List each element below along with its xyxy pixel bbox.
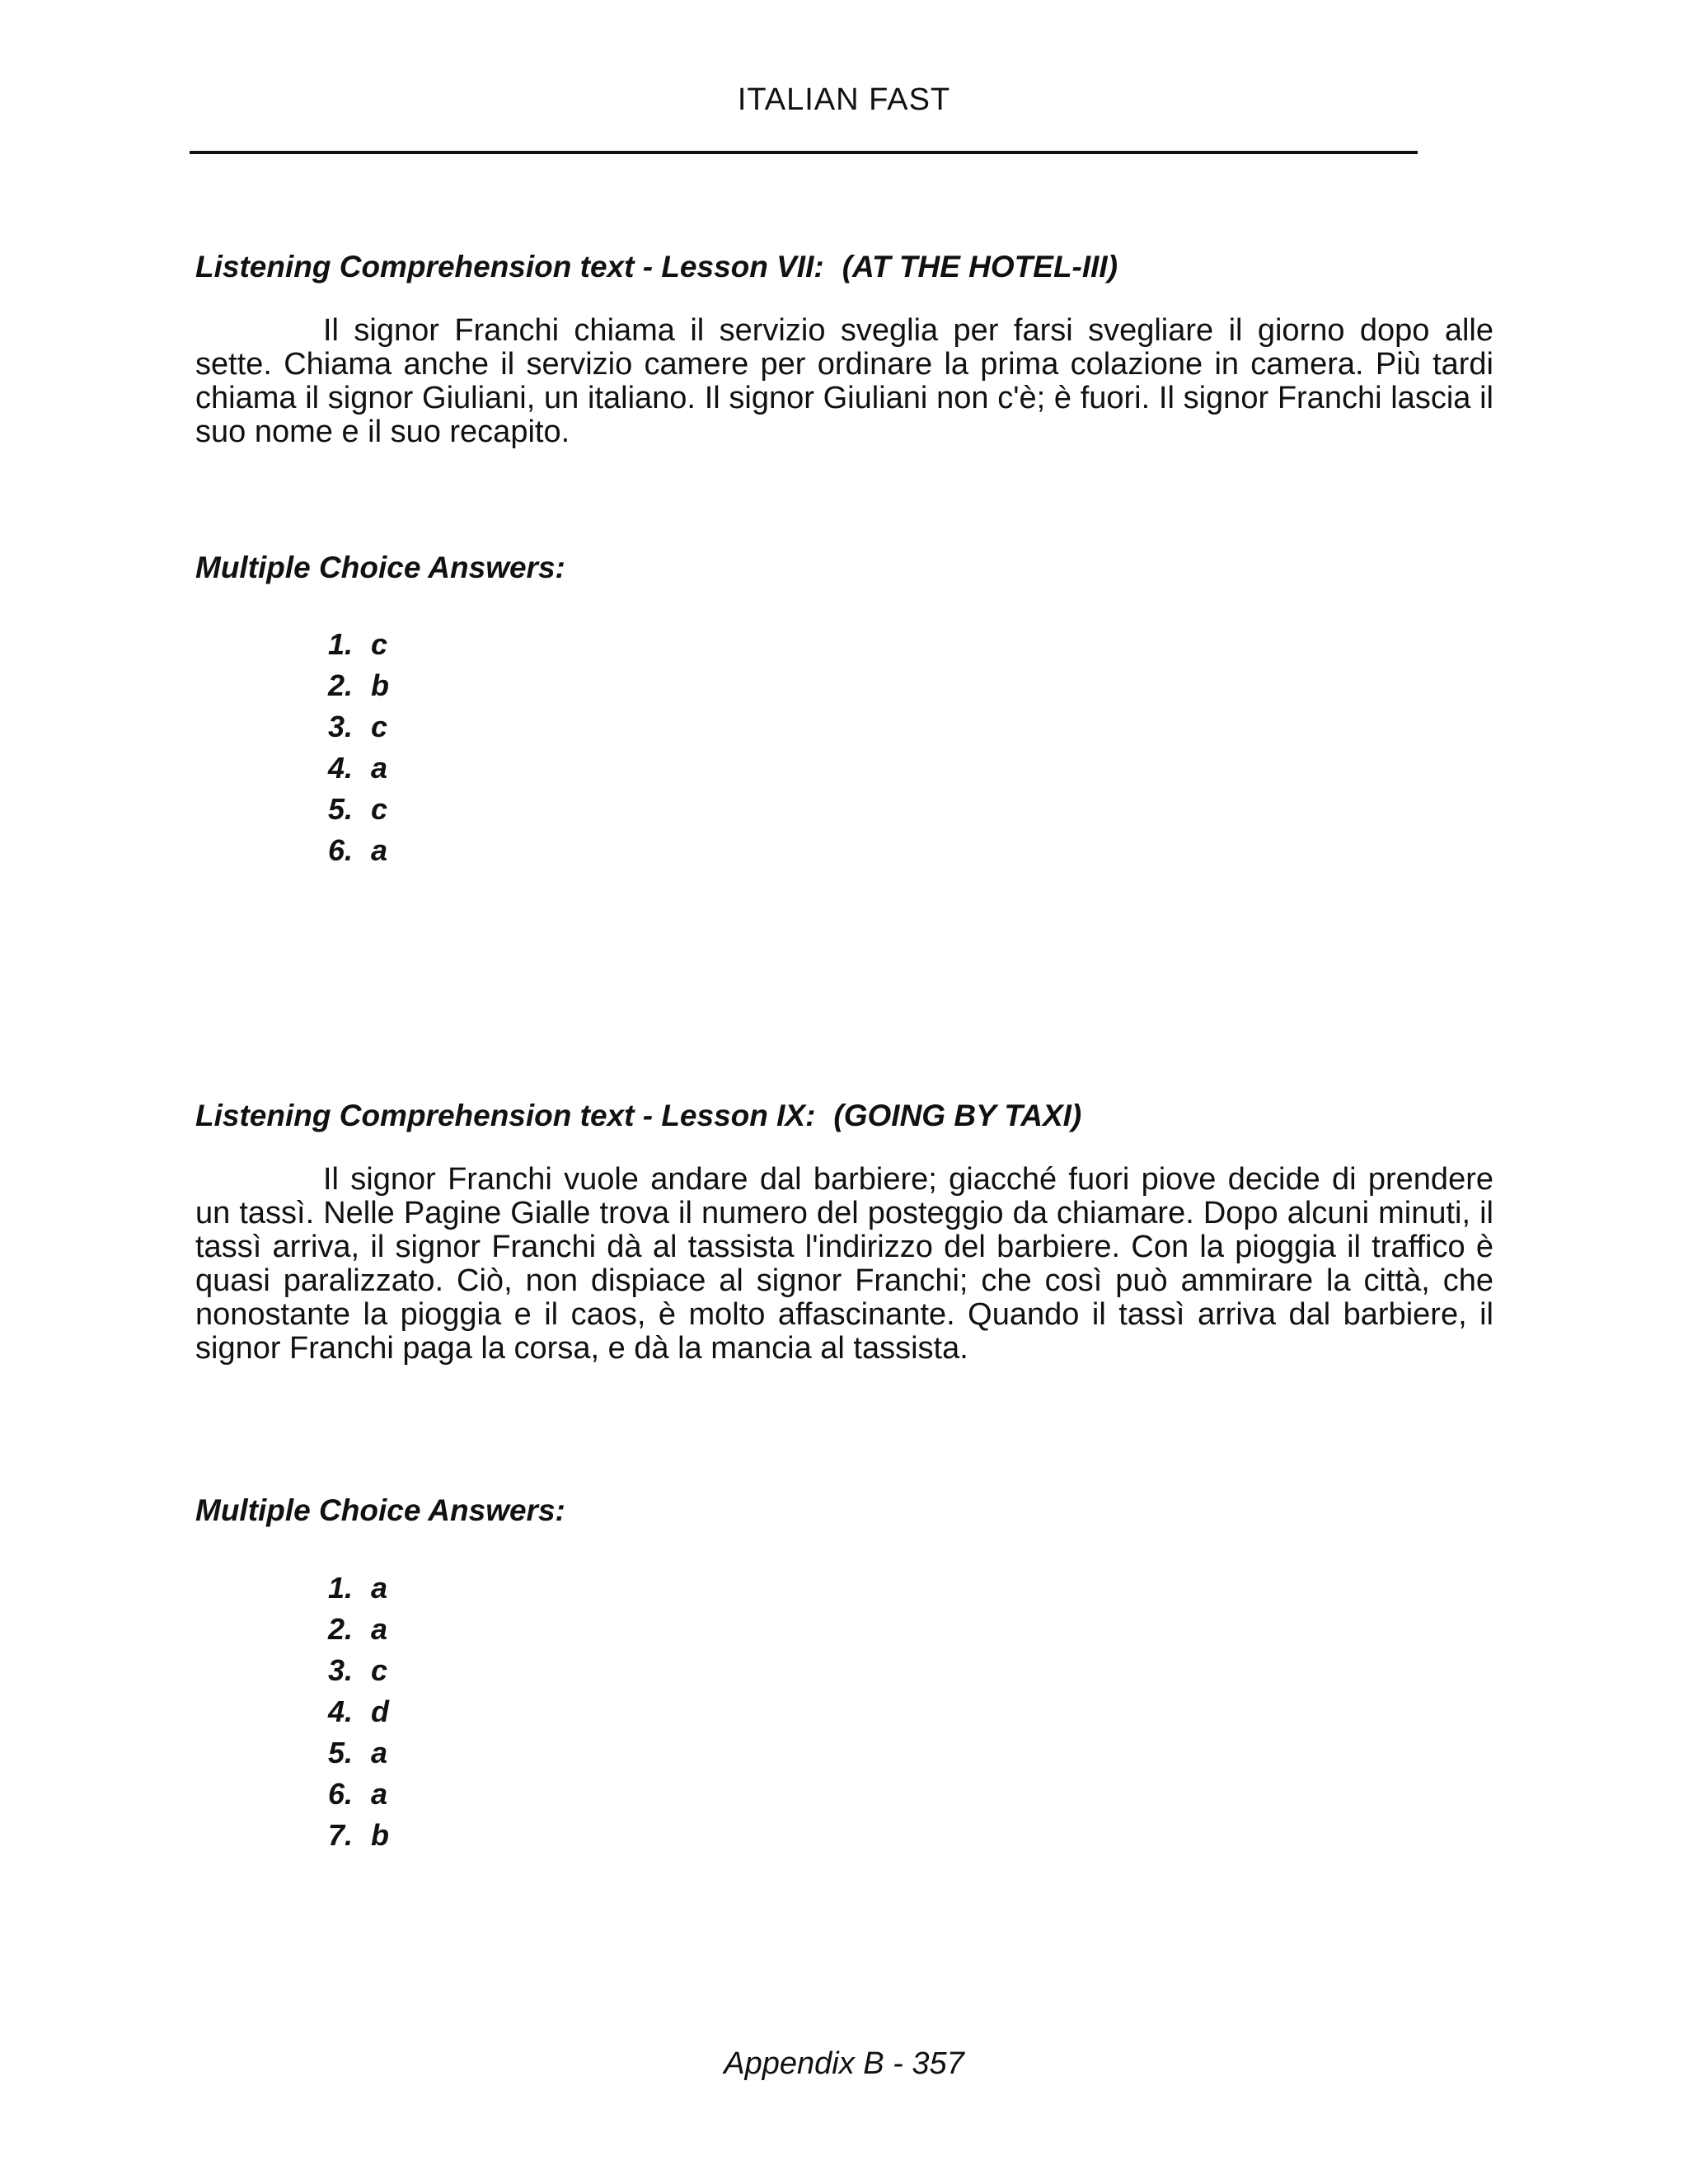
answer-letter: a [371,1612,388,1646]
answer-item [328,624,389,665]
answer-item [328,1650,389,1691]
answer-letter: a [371,751,388,785]
lesson-ix-heading-label: Listening Comprehension text - Lesson IX: [195,1099,816,1132]
lesson-ix-passage: Il signor Franchi vuole andare dal barbiere; giacché fuori piove decide di prendere un tassì. Nelle Pagine Gialle trova il numero del posteggio da chiamare. Dopo alcuni minuti, il tassì arriva, il signor Franchi dà al tassista l'indirizzo del barbiere. Con la pioggia il traffico è quasi paralizzato. Ciò, non dispiace al signor Franchi; che così può ammirare la città, che nonostante la pioggia e il caos, è molto affascinante. Quando il tassì arriva dal barbiere, il signor Franchi paga la corsa, e dà la mancia al tassista. [195,1162,1493,1366]
answer-number: 4. [328,1694,354,1728]
lesson-ix-subtitle: (GOING BY TAXI) [833,1099,1082,1132]
answer-number: 6. [328,1777,354,1811]
lesson-vii-answers-heading: Multiple Choice Answers: [195,551,565,584]
lesson-ix-answers-heading: Multiple Choice Answers: [195,1493,565,1527]
lesson-vii-passage: Il signor Franchi chiama il servizio sveglia per farsi svegliare il giorno dopo alle sette. Chiama anche il servizio camere per ordinare la prima colazione in camera. Più tardi chiama il signor Giuliani, un italiano. Il signor Giuliani non c'è; è fuori. Il signor Franchi lascia il suo nome e il suo recapito. [195,313,1493,449]
answer-letter: c [371,1653,388,1687]
answer-number: 5. [328,792,354,826]
lesson-ix-answer-list [328,1568,389,1856]
lesson-vii-heading [195,250,1493,284]
answer-letter: c [371,710,388,743]
answer-item [328,1691,389,1732]
lesson-vii-answer-list [328,624,389,871]
answer-number: 2. [328,668,354,702]
lesson-ix-heading [195,1099,1493,1133]
answer-item [328,1774,389,1815]
answer-number: 1. [328,1571,354,1605]
answer-number: 3. [328,710,354,743]
answer-item [328,1815,389,1856]
answer-item [328,789,389,830]
answer-letter: a [371,833,388,867]
answer-item [328,665,389,706]
answer-number: 3. [328,1653,354,1687]
answer-letter: c [371,792,388,826]
answer-number: 5. [328,1736,354,1769]
answer-item [328,1609,389,1650]
answer-item [328,748,389,789]
answer-letter: a [371,1571,388,1605]
answer-number: 6. [328,833,354,867]
answer-item [328,1568,389,1609]
answer-letter: d [371,1694,389,1728]
answer-number: 7. [328,1818,354,1852]
page-footer: Appendix B - 357 [724,2046,964,2081]
lesson-vii-subtitle: (AT THE HOTEL-III) [842,250,1118,284]
answer-item [328,830,389,871]
answer-letter: c [371,627,388,661]
lesson-vii-section [195,250,1493,449]
answer-letter: b [371,1818,389,1852]
answer-letter: b [371,668,389,702]
answer-number: 2. [328,1612,354,1646]
answer-letter: a [371,1777,388,1811]
answer-number: 1. [328,627,354,661]
answer-number: 4. [328,751,354,785]
answer-item [328,706,389,748]
answer-item [328,1732,389,1774]
header-rule [190,151,1418,154]
lesson-ix-section [195,1099,1493,1366]
lesson-vii-heading-label: Listening Comprehension text - Lesson VII: [195,250,824,284]
running-title: ITALIAN FAST [737,82,951,117]
answer-letter: a [371,1736,388,1769]
